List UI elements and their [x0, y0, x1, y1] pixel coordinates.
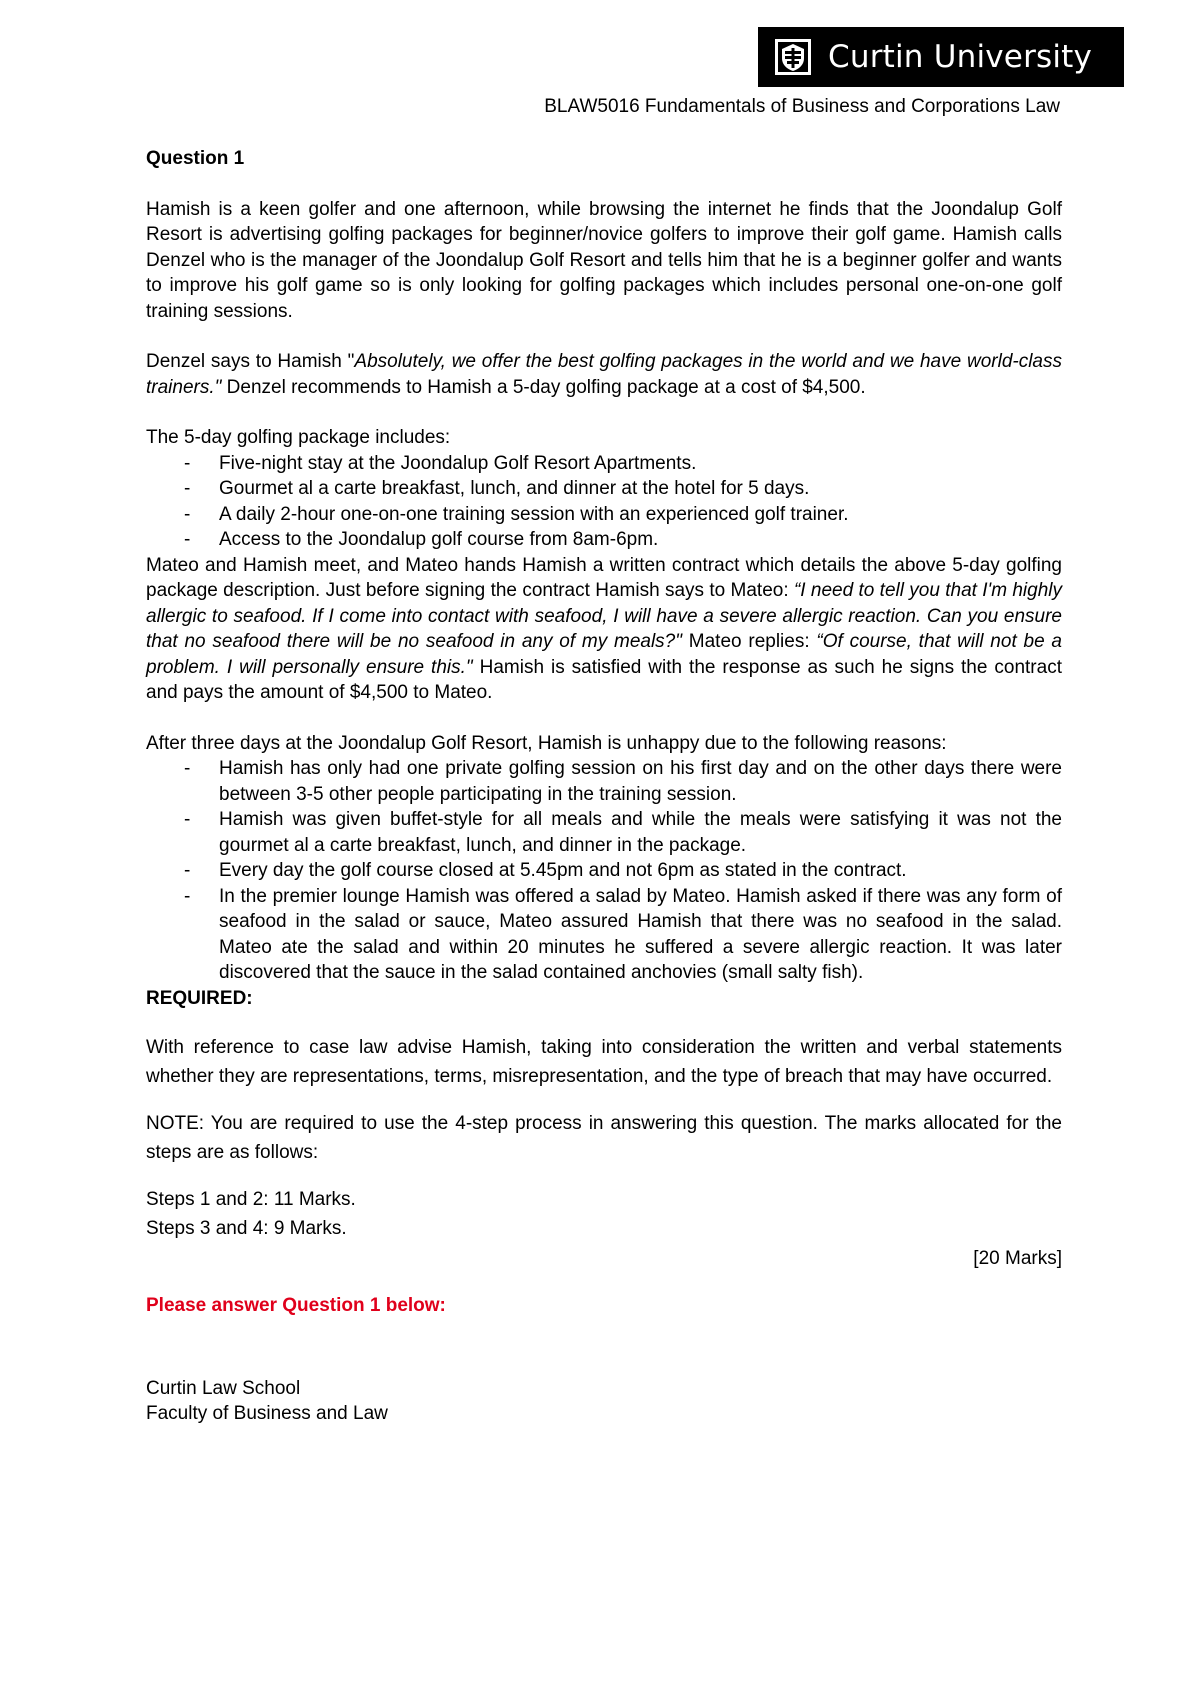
p3-text-b: Mateo replies:	[682, 631, 817, 652]
p3-quote-1: “I need to tell you that I'm highly allergic to seafood. If I come into contact with seafood, I will have a severe allergic reaction. Can you ensure that no seafood there will be no seafood in any of my meals?"	[146, 580, 1062, 652]
document-body	[146, 146, 1062, 1427]
required-text: With reference to case law advise Hamish, taking into consideration the written and verbal statements whether they are representations, terms, misrepresentation, and the type of breach that may have occurred.	[146, 1037, 1062, 1087]
course-title: BLAW5016 Fundamentals of Business and Corporations Law	[544, 96, 1060, 117]
p3-quote-2: “Of course, that will not be a problem. I will personally ensure this."	[146, 631, 1062, 678]
steps-item: Steps 1 and 2: 11 Marks.	[146, 1189, 356, 1210]
list-item: - Gourmet al a carte breakfast, lunch, and dinner at the hotel for 5 days.	[146, 476, 1062, 502]
question-title: Question 1	[146, 148, 245, 169]
required-title: REQUIRED:	[146, 987, 253, 1009]
list-item: - Every day the golf course closed at 5.45pm and not 6pm as stated in the contract.	[146, 858, 1062, 884]
logo-text: Curtin University	[828, 39, 1093, 75]
scenario-paragraph-2	[146, 349, 1062, 400]
p3-text-c: Hamish is satisfied with the response as such he signs the contract and pays the amount of $4,500 to Mateo.	[146, 656, 1062, 703]
list-item: - In the premier lounge Hamish was offered a salad by Mateo. Hamish asked if there was any form of seafood in the salad or sauce, Mateo assured Hamish that there was no seafood in the salad. Mateo ate the salad and within 20 minutes he suffered a severe allergic reaction. It was later discovered that the sauce in the salad contained anchovies (small salty fish).	[146, 884, 1062, 986]
university-logo	[758, 27, 1124, 87]
list-item: - Five-night stay at the Joondalup Golf Resort Apartments.	[146, 451, 1062, 477]
steps-item: Steps 3 and 4: 9 Marks.	[146, 1218, 347, 1239]
answer-prompt: Please answer Question 1 below:	[146, 1295, 446, 1316]
footer-faculty: Faculty of Business and Law	[146, 1403, 388, 1424]
required-note: NOTE: You are required to use the 4-step process in answering this question. The marks allocated for the steps are as follows:	[146, 1113, 1062, 1163]
steps-list	[146, 1185, 1062, 1243]
list-item: - A daily 2-hour one-on-one training session with an experienced golf trainer.	[146, 502, 1062, 528]
footer	[146, 1376, 1062, 1427]
list-item: - Access to the Joondalup golf course from 8am-6pm.	[146, 527, 1062, 553]
list-item: - Hamish was given buffet-style for all meals and while the meals were satisfying it was not the gourmet al a carte breakfast, lunch, and dinner in the package.	[146, 807, 1062, 858]
p2-text-a: Denzel says to Hamish "	[146, 351, 355, 372]
crest-icon	[772, 36, 814, 78]
scenario-paragraph-1: Hamish is a keen golfer and one afternoon, while browsing the internet he finds that the Joondalup Golf Resort is advertising golfing packages for beginner/novice golfers to improve their golf game. Hamish calls Denzel who is the manager of the Joondalup Golf Resort and tells him that he is a beginner golfer and wants to improve his golf game so is only looking for golfing packages which includes personal one-on-one golf training sessions.	[146, 198, 1062, 322]
footer-school: Curtin Law School	[146, 1377, 301, 1399]
package-list	[146, 451, 1062, 553]
scenario-paragraph-4: After three days at the Joondalup Golf Resort, Hamish is unhappy due to the following reasons:	[146, 732, 947, 754]
package-intro: The 5-day golfing package includes:	[146, 427, 451, 448]
p2-text-b: Denzel recommends to Hamish a 5-day golfing package at a cost of $4,500.	[221, 376, 866, 398]
p3-text-a: Mateo and Hamish meet, and Mateo hands Hamish a written contract which details the above 5-day golfing package description. Just before signing the contract Hamish says to Mateo:	[146, 554, 1062, 601]
list-item: - Hamish has only had one private golfing session on his first day and on the other days there were between 3-5 other people participating in the training session.	[146, 756, 1062, 807]
reasons-list	[146, 756, 1062, 986]
p2-quote: Absolutely, we offer the best golfing packages in the world and we have world-class trainers."	[146, 351, 1063, 398]
scenario-paragraph-3	[146, 553, 1062, 706]
total-marks: [20 Marks]	[973, 1248, 1062, 1269]
